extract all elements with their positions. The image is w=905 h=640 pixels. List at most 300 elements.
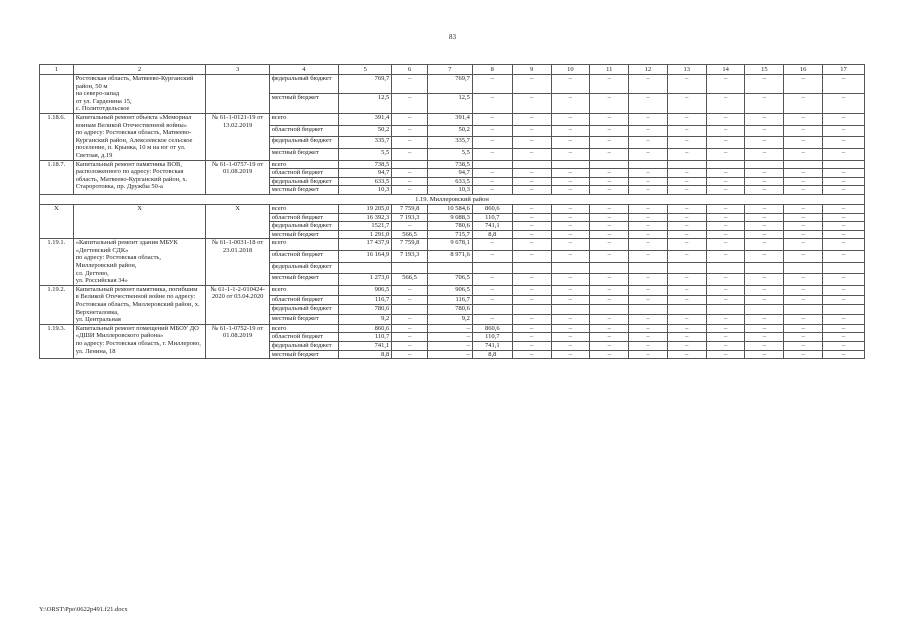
value-col-15: – — [745, 94, 784, 113]
value-col-12: – — [629, 169, 668, 178]
value-col-16: – — [784, 250, 823, 262]
value-col-10 — [551, 262, 590, 274]
value-col-13: – — [667, 285, 706, 295]
value-col-16: – — [784, 113, 823, 125]
funding-source: областной бюджет — [269, 250, 338, 262]
value-col-13 — [667, 305, 706, 315]
value-col-13: – — [667, 75, 706, 94]
value-col-7: 8 971,6 — [427, 250, 472, 262]
value-col-16 — [784, 160, 823, 169]
value-col-8 — [472, 305, 512, 315]
table-row — [40, 324, 865, 333]
table-row — [40, 204, 865, 213]
value-col-9: – — [512, 169, 551, 178]
value-col-9: – — [512, 75, 551, 94]
value-col-12: – — [629, 315, 668, 325]
value-col-9: – — [512, 342, 551, 351]
page-number: 83 — [449, 33, 456, 41]
value-col-14: – — [706, 125, 745, 137]
funding-source: всего — [269, 285, 338, 295]
value-col-11: – — [590, 213, 629, 222]
value-col-17: – — [823, 230, 865, 239]
value-col-17: – — [823, 75, 865, 94]
value-col-16: – — [784, 213, 823, 222]
value-col-10 — [551, 305, 590, 315]
value-col-5: 741,1 — [339, 342, 392, 351]
value-col-12: – — [629, 239, 668, 251]
value-col-15: – — [745, 230, 784, 239]
value-col-8: 741,1 — [472, 342, 512, 351]
value-col-17 — [823, 305, 865, 315]
funding-source: местный бюджет — [269, 315, 338, 325]
value-col-8: – — [472, 250, 512, 262]
value-col-16: – — [784, 94, 823, 113]
value-col-8: 860,6 — [472, 204, 512, 213]
value-col-15: – — [745, 137, 784, 149]
column-number: 2 — [73, 65, 206, 75]
value-col-14: – — [706, 75, 745, 94]
value-col-17: – — [823, 137, 865, 149]
value-col-16 — [784, 262, 823, 274]
value-col-11: – — [590, 274, 629, 286]
value-col-16: – — [784, 324, 823, 333]
value-col-15: – — [745, 177, 784, 186]
value-col-6: – — [392, 333, 428, 342]
value-col-12: – — [629, 186, 668, 195]
value-col-8: 860,6 — [472, 324, 512, 333]
value-col-8: – — [472, 94, 512, 113]
value-col-14: – — [706, 342, 745, 351]
funding-source: областной бюджет — [269, 169, 338, 178]
value-col-8: – — [472, 75, 512, 94]
value-col-11: – — [590, 204, 629, 213]
value-col-17: – — [823, 213, 865, 222]
column-number: 9 — [512, 65, 551, 75]
value-col-10: – — [551, 230, 590, 239]
funding-source: местный бюджет — [269, 350, 338, 359]
value-col-13: – — [667, 204, 706, 213]
value-col-9: – — [512, 186, 551, 195]
value-col-7: – — [427, 342, 472, 351]
value-col-10: – — [551, 333, 590, 342]
value-col-14: – — [706, 94, 745, 113]
item-document — [206, 75, 269, 114]
item-document: № 61-1-0031-18 от 23.01.2018 — [206, 239, 269, 286]
column-number: 10 — [551, 65, 590, 75]
item-description: Капитальный ремонт памятника, погибшим в Великой Отечественной войне по адресу: Ростовская область, Миллеровский район, х. Верхнеталовка, ул. Центральная — [73, 285, 206, 324]
value-col-12: – — [629, 250, 668, 262]
table-row — [40, 160, 865, 169]
value-col-5: 12,5 — [339, 94, 392, 113]
value-col-10: – — [551, 274, 590, 286]
value-col-8: 8,8 — [472, 350, 512, 359]
value-col-12: – — [629, 204, 668, 213]
value-col-7: 10 584,6 — [427, 204, 472, 213]
value-col-9: – — [512, 295, 551, 305]
value-col-16: – — [784, 125, 823, 137]
column-number: 6 — [392, 65, 428, 75]
funding-source: местный бюджет — [269, 274, 338, 286]
value-col-8: – — [472, 137, 512, 149]
value-col-17: – — [823, 285, 865, 295]
value-col-13: – — [667, 177, 706, 186]
value-col-15: – — [745, 324, 784, 333]
funding-source: областной бюджет — [269, 125, 338, 137]
value-col-12: – — [629, 324, 668, 333]
value-col-15: – — [745, 250, 784, 262]
value-col-14: – — [706, 177, 745, 186]
column-number: 11 — [590, 65, 629, 75]
value-col-16: – — [784, 204, 823, 213]
value-col-12 — [629, 160, 668, 169]
column-number: 5 — [339, 65, 392, 75]
value-col-6: – — [392, 137, 428, 149]
value-col-14: – — [706, 315, 745, 325]
value-col-10: – — [551, 177, 590, 186]
value-col-10: – — [551, 148, 590, 160]
value-col-17: – — [823, 186, 865, 195]
value-col-10: – — [551, 315, 590, 325]
value-col-15: – — [745, 274, 784, 286]
value-col-11: – — [590, 113, 629, 125]
value-col-7: 12,5 — [427, 94, 472, 113]
value-col-17: – — [823, 350, 865, 359]
funding-source: областной бюджет — [269, 333, 338, 342]
value-col-10: – — [551, 186, 590, 195]
value-col-8: 741,1 — [472, 222, 512, 231]
value-col-11: – — [590, 75, 629, 94]
value-col-12: – — [629, 137, 668, 149]
value-col-17: – — [823, 315, 865, 325]
funding-source: федеральный бюджет — [269, 305, 338, 315]
value-col-6: – — [392, 148, 428, 160]
funding-source: местный бюджет — [269, 230, 338, 239]
value-col-13 — [667, 160, 706, 169]
funding-source: федеральный бюджет — [269, 137, 338, 149]
value-col-11: – — [590, 222, 629, 231]
section-title: 1.19. Миллеровский район — [40, 194, 865, 204]
value-col-7: 780,6 — [427, 222, 472, 231]
value-col-17: – — [823, 222, 865, 231]
value-col-9 — [512, 160, 551, 169]
value-col-13: – — [667, 315, 706, 325]
value-col-8: – — [472, 125, 512, 137]
value-col-13: – — [667, 324, 706, 333]
value-col-11 — [590, 305, 629, 315]
funding-source: областной бюджет — [269, 213, 338, 222]
value-col-13: – — [667, 250, 706, 262]
value-col-9: – — [512, 230, 551, 239]
value-col-7: 9 678,1 — [427, 239, 472, 251]
value-col-9: – — [512, 137, 551, 149]
item-document: № 61-1-0757-19 от 01.08.2019 — [206, 160, 269, 194]
value-col-15: – — [745, 75, 784, 94]
value-col-12: – — [629, 342, 668, 351]
value-col-8: – — [472, 239, 512, 251]
value-col-6: 7 193,3 — [392, 250, 428, 262]
value-col-9: – — [512, 239, 551, 251]
column-number: 13 — [667, 65, 706, 75]
value-col-6: – — [392, 75, 428, 94]
value-col-9: – — [512, 222, 551, 231]
value-col-13: – — [667, 274, 706, 286]
funding-source: федеральный бюджет — [269, 262, 338, 274]
value-col-8: – — [472, 186, 512, 195]
value-col-11 — [590, 160, 629, 169]
value-col-11: – — [590, 324, 629, 333]
value-col-6: – — [392, 324, 428, 333]
value-col-14: – — [706, 113, 745, 125]
table-row — [40, 113, 865, 125]
value-col-17: – — [823, 274, 865, 286]
value-col-7: 94,7 — [427, 169, 472, 178]
value-col-16: – — [784, 148, 823, 160]
value-col-8: – — [472, 315, 512, 325]
value-col-15: – — [745, 169, 784, 178]
value-col-6: – — [392, 295, 428, 305]
value-col-15 — [745, 305, 784, 315]
value-col-6: – — [392, 177, 428, 186]
value-col-12: – — [629, 75, 668, 94]
value-col-15: – — [745, 350, 784, 359]
value-col-15 — [745, 262, 784, 274]
value-col-6 — [392, 160, 428, 169]
value-col-15: – — [745, 295, 784, 305]
value-col-5: 50,2 — [339, 125, 392, 137]
value-col-16: – — [784, 333, 823, 342]
value-col-14: – — [706, 324, 745, 333]
value-col-11: – — [590, 148, 629, 160]
value-col-9: – — [512, 204, 551, 213]
value-col-17: – — [823, 148, 865, 160]
value-col-9: – — [512, 177, 551, 186]
value-col-7: 9 088,3 — [427, 213, 472, 222]
value-col-13: – — [667, 222, 706, 231]
funding-source: федеральный бюджет — [269, 75, 338, 94]
value-col-16: – — [784, 169, 823, 178]
value-col-5 — [339, 262, 392, 274]
value-col-7: 769,7 — [427, 75, 472, 94]
value-col-17 — [823, 160, 865, 169]
value-col-12: – — [629, 148, 668, 160]
value-col-6: – — [392, 315, 428, 325]
value-col-8: 110,7 — [472, 213, 512, 222]
item-description: Х — [73, 204, 206, 238]
value-col-17: – — [823, 333, 865, 342]
value-col-14: – — [706, 295, 745, 305]
value-col-9: – — [512, 285, 551, 295]
value-col-16: – — [784, 230, 823, 239]
funding-source: всего — [269, 239, 338, 251]
value-col-17: – — [823, 250, 865, 262]
value-col-12: – — [629, 125, 668, 137]
column-number: 16 — [784, 65, 823, 75]
value-col-13: – — [667, 295, 706, 305]
table-row — [40, 75, 865, 94]
value-col-5: 780,6 — [339, 305, 392, 315]
value-col-17: – — [823, 342, 865, 351]
budget-table — [39, 64, 865, 359]
value-col-5: 1 291,0 — [339, 230, 392, 239]
value-col-14 — [706, 262, 745, 274]
value-col-8: – — [472, 285, 512, 295]
value-col-9 — [512, 262, 551, 274]
value-col-8: 8,8 — [472, 230, 512, 239]
value-col-6: – — [392, 94, 428, 113]
table-row — [40, 285, 865, 295]
value-col-5: 906,5 — [339, 285, 392, 295]
value-col-15: – — [745, 333, 784, 342]
value-col-8: – — [472, 148, 512, 160]
value-col-6: – — [392, 169, 428, 178]
value-col-17 — [823, 262, 865, 274]
column-number: 15 — [745, 65, 784, 75]
value-col-9: – — [512, 250, 551, 262]
value-col-6: – — [392, 342, 428, 351]
column-number: 7 — [427, 65, 472, 75]
value-col-9: – — [512, 333, 551, 342]
value-col-11: – — [590, 333, 629, 342]
value-col-11: – — [590, 230, 629, 239]
value-col-8: – — [472, 113, 512, 125]
value-col-7: – — [427, 333, 472, 342]
value-col-6: 7 193,3 — [392, 213, 428, 222]
value-col-17: – — [823, 324, 865, 333]
value-col-5: 335,7 — [339, 137, 392, 149]
value-col-12: – — [629, 177, 668, 186]
value-col-14: – — [706, 169, 745, 178]
column-number: 14 — [706, 65, 745, 75]
value-col-6: 566,5 — [392, 274, 428, 286]
item-document: № 61-1-0121-19 от 13.02.2019 — [206, 113, 269, 160]
value-col-11: – — [590, 295, 629, 305]
value-col-15: – — [745, 222, 784, 231]
value-col-10: – — [551, 285, 590, 295]
value-col-17: – — [823, 204, 865, 213]
value-col-17: – — [823, 239, 865, 251]
value-col-9: – — [512, 315, 551, 325]
value-col-13: – — [667, 213, 706, 222]
value-col-7: 706,5 — [427, 274, 472, 286]
value-col-7: – — [427, 350, 472, 359]
value-col-15: – — [745, 285, 784, 295]
value-col-14: – — [706, 350, 745, 359]
value-col-16 — [784, 305, 823, 315]
value-col-11: – — [590, 239, 629, 251]
value-col-11: – — [590, 94, 629, 113]
value-col-13: – — [667, 333, 706, 342]
value-col-17: – — [823, 169, 865, 178]
value-col-6: 7 759,8 — [392, 239, 428, 251]
value-col-5: 738,5 — [339, 160, 392, 169]
funding-source: всего — [269, 113, 338, 125]
value-col-14: – — [706, 186, 745, 195]
value-col-6 — [392, 262, 428, 274]
value-col-16: – — [784, 315, 823, 325]
value-col-15: – — [745, 113, 784, 125]
value-col-6: 7 759,8 — [392, 204, 428, 213]
value-col-10: – — [551, 324, 590, 333]
value-col-5: 8,8 — [339, 350, 392, 359]
value-col-5: 19 205,0 — [339, 204, 392, 213]
item-document: № 61-1-1-2-010424-2020 от 03.04.2020 — [206, 285, 269, 324]
value-col-12: – — [629, 333, 668, 342]
column-number: 1 — [40, 65, 74, 75]
value-col-5: 391,4 — [339, 113, 392, 125]
value-col-13: – — [667, 148, 706, 160]
value-col-14: – — [706, 285, 745, 295]
value-col-13: – — [667, 169, 706, 178]
value-col-8: – — [472, 274, 512, 286]
value-col-10: – — [551, 250, 590, 262]
value-col-12: – — [629, 350, 668, 359]
value-col-13: – — [667, 94, 706, 113]
value-col-9 — [512, 305, 551, 315]
value-col-7: 5,5 — [427, 148, 472, 160]
value-col-12 — [629, 262, 668, 274]
value-col-7: 9,2 — [427, 315, 472, 325]
value-col-5: 1 273,0 — [339, 274, 392, 286]
item-number: 1.18.6. — [40, 113, 74, 160]
funding-source: федеральный бюджет — [269, 222, 338, 231]
value-col-14: – — [706, 222, 745, 231]
value-col-17: – — [823, 177, 865, 186]
value-col-15: – — [745, 186, 784, 195]
funding-source: областной бюджет — [269, 295, 338, 305]
value-col-10: – — [551, 204, 590, 213]
value-col-10: – — [551, 239, 590, 251]
item-number: 1.18.7. — [40, 160, 74, 194]
value-col-10: – — [551, 350, 590, 359]
value-col-13: – — [667, 342, 706, 351]
value-col-12: – — [629, 213, 668, 222]
value-col-17: – — [823, 113, 865, 125]
value-col-5: 16 392,3 — [339, 213, 392, 222]
value-col-13: – — [667, 350, 706, 359]
value-col-12: – — [629, 94, 668, 113]
item-number — [40, 75, 74, 114]
value-col-15: – — [745, 204, 784, 213]
value-col-15: – — [745, 239, 784, 251]
value-col-7: – — [427, 324, 472, 333]
value-col-7: 738,5 — [427, 160, 472, 169]
value-col-5: 16 164,9 — [339, 250, 392, 262]
value-col-5: 110,7 — [339, 333, 392, 342]
value-col-11: – — [590, 169, 629, 178]
value-col-16: – — [784, 177, 823, 186]
value-col-7: 116,7 — [427, 295, 472, 305]
value-col-7: 50,2 — [427, 125, 472, 137]
item-document: № 61-1-0752-19 от 01.08.2019 — [206, 324, 269, 358]
funding-source: федеральный бюджет — [269, 342, 338, 351]
value-col-15: – — [745, 125, 784, 137]
value-col-11: – — [590, 186, 629, 195]
value-col-17: – — [823, 94, 865, 113]
value-col-12: – — [629, 113, 668, 125]
item-description: Ростовская область, Матвеево-Курганский район, 50 м на северо-запад от ул. Гарденина 15, с. Политотдельское — [73, 75, 206, 114]
value-col-11: – — [590, 342, 629, 351]
value-col-9: – — [512, 274, 551, 286]
value-col-9: – — [512, 148, 551, 160]
funding-source: местный бюджет — [269, 94, 338, 113]
table-row — [40, 239, 865, 251]
section-row — [40, 194, 865, 204]
value-col-5: 94,7 — [339, 169, 392, 178]
item-description: Капитальный ремонт объекта «Мемориал воинам Великой Отечественной войны» по адресу: Ростовская область, Матвеево-Курганский район, Алексеевское сельское поселение, п. Крынка, 10 м на юг от ул. Светлая, д.19 — [73, 113, 206, 160]
value-col-12: – — [629, 230, 668, 239]
funding-source: местный бюджет — [269, 186, 338, 195]
value-col-14 — [706, 305, 745, 315]
